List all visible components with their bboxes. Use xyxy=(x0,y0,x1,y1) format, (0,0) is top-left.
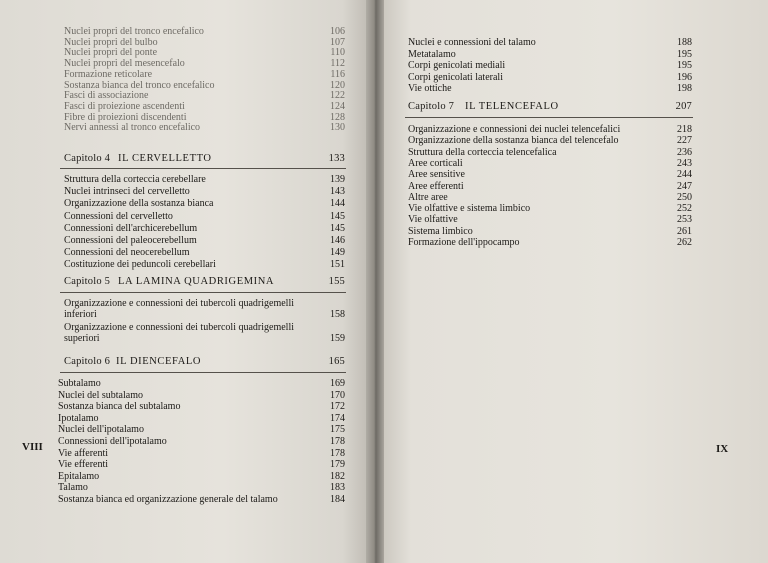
toc-page-number: 169 xyxy=(330,378,345,389)
toc-entry-title: Nervi annessi al tronco encefalico xyxy=(64,122,201,134)
toc-entry-title: Nuclei propri del ponte xyxy=(64,47,158,59)
toc-entry-title: Struttura della corteccia telencefalica xyxy=(408,146,557,158)
toc-entry-title: Sostanza bianca ed organizzazione generale del talamo xyxy=(58,494,278,505)
toc-page-number: 107 xyxy=(330,36,345,48)
chapter-title: IL CERVELLETTO xyxy=(118,153,212,164)
toc-entry-title: Connessioni dell'ipotalamo xyxy=(58,436,167,447)
toc-page-number: 182 xyxy=(330,470,345,482)
toc-page-number: 143 xyxy=(330,186,345,198)
toc-entry-title: Nuclei del subtalamo xyxy=(58,389,143,401)
toc-entry-title: Struttura della corteccia cerebellare xyxy=(64,174,206,185)
toc-page-number: 227 xyxy=(677,135,692,147)
toc-page-number: 198 xyxy=(677,83,692,95)
divider-rule xyxy=(60,372,346,373)
toc-page-number: 146 xyxy=(330,235,345,246)
toc-page-number: 236 xyxy=(677,146,692,158)
toc-page-number: 261 xyxy=(677,225,692,237)
toc-entry-title: Formazione reticolare xyxy=(64,68,153,80)
page-number-left: VIII xyxy=(22,441,43,453)
toc-entry-title: Costituzione dei peduncoli cerebellari xyxy=(64,259,216,271)
chapter-label: Capitolo 6 xyxy=(64,356,111,367)
toc-entry-title: Sostanza bianca del subtalamo xyxy=(58,401,181,413)
toc-page-number: 262 xyxy=(677,237,692,248)
chapter-title: LA LAMINA QUADRIGEMINA xyxy=(118,276,275,287)
chapter-title: IL DIENCEFALO xyxy=(116,356,202,367)
toc-entry-title: Corpi genicolati laterali xyxy=(408,71,503,83)
toc-page-number: 188 xyxy=(677,37,692,48)
toc-entry-title: Organizzazione e connessioni dei tubercoli quadrigemelli xyxy=(64,298,295,309)
toc-page-number: 139 xyxy=(330,174,345,185)
toc-entry-title: Corpi genicolati mediali xyxy=(408,60,506,72)
toc-page-number: 207 xyxy=(675,101,692,112)
toc-entry-title: Organizzazione e connessioni dei nuclei telencefalici xyxy=(408,124,621,135)
divider-rule xyxy=(405,117,693,118)
toc-page-number: 112 xyxy=(330,58,345,70)
toc-entry-title: Vie olfattive e sistema limbico xyxy=(408,203,531,215)
toc-entry-title: Fibre di proiezioni discendenti xyxy=(64,111,187,123)
toc-page-number: 179 xyxy=(330,459,345,471)
book-gutter xyxy=(366,0,384,563)
toc-page-number: 196 xyxy=(677,71,692,83)
toc-entry-title: Talamo xyxy=(58,482,88,494)
chapter-label: Capitolo 4 xyxy=(64,153,111,164)
toc-page-number: 128 xyxy=(330,111,345,123)
chapter-label: Capitolo 7 xyxy=(408,101,455,112)
toc-entry-title: Subtalamo xyxy=(58,378,101,389)
toc-page-number: 145 xyxy=(330,210,345,222)
toc-entry-title: Vie afferenti xyxy=(58,447,109,459)
toc-entry-title: Aree corticali xyxy=(408,157,463,169)
toc-page-number: 159 xyxy=(330,333,345,344)
toc-page-number: 106 xyxy=(330,26,345,37)
toc-page-number: 195 xyxy=(677,48,692,60)
toc-entry-title: Sostanza bianca del tronco encefalico xyxy=(64,79,215,91)
toc-page-number: 244 xyxy=(677,169,692,181)
toc-entry-title: Nuclei dell'ipotalamo xyxy=(58,424,144,436)
toc-entry-title: Aree sensitive xyxy=(408,169,465,181)
toc-page-number: 144 xyxy=(330,198,345,210)
toc-page-number: 184 xyxy=(330,494,345,505)
toc-entry-title: Connessioni del neocerebellum xyxy=(64,247,190,259)
toc-page-number: 170 xyxy=(330,389,345,401)
toc-entry-title: Nuclei intrinseci del cervelletto xyxy=(64,186,190,198)
toc-page-number: 172 xyxy=(330,401,345,413)
toc-page-number: 218 xyxy=(677,124,692,135)
toc-page-number: 174 xyxy=(330,412,345,424)
toc-entry-title: Vie ottiche xyxy=(408,83,452,95)
divider-rule xyxy=(60,168,346,169)
toc-entry-title: Vie efferenti xyxy=(58,459,109,471)
toc-page-number: 183 xyxy=(330,482,345,494)
toc-page-number: 158 xyxy=(330,309,345,320)
toc-entry-title: Organizzazione della sostanza bianca xyxy=(64,198,214,210)
toc-page-number: 250 xyxy=(677,191,692,203)
toc-page-number: 124 xyxy=(330,100,345,112)
toc-page-number: 178 xyxy=(330,436,345,447)
toc-page-number: 247 xyxy=(677,180,692,192)
toc-entry-title: Altre aree xyxy=(408,191,448,203)
toc-entry-title: Fasci di associazione xyxy=(64,90,149,102)
toc-entry-title: Organizzazione della sostanza bianca del telencefalo xyxy=(408,135,619,147)
chapter-label: Capitolo 5 xyxy=(64,276,111,287)
toc-page-number: 155 xyxy=(328,276,345,287)
toc-entry-title: Epitalamo xyxy=(58,470,100,482)
toc-entry-title: Ipotalamo xyxy=(58,412,99,424)
toc-entry-title: Nuclei propri del tronco encefalico xyxy=(64,26,204,37)
toc-entry-title: Aree efferenti xyxy=(408,180,464,192)
toc-entry-title: Connessioni del cervelletto xyxy=(64,210,173,222)
toc-page-number: 149 xyxy=(330,247,345,259)
chapter-title: IL TELENCEFALO xyxy=(465,101,559,112)
toc-entry-title: Connessioni dell'archicerebellum xyxy=(64,222,198,234)
toc-page-number: 133 xyxy=(328,153,345,164)
toc-page-number: 145 xyxy=(330,222,345,234)
toc-page-number: 178 xyxy=(330,447,345,459)
toc-entry-title: Sistema limbico xyxy=(408,225,473,237)
toc-entry-title: Nuclei propri del mesencefalo xyxy=(64,58,185,70)
toc-page-number: 110 xyxy=(330,47,345,59)
toc-entry-title: superiori xyxy=(64,333,100,344)
toc-page-number: 195 xyxy=(677,60,692,72)
toc-entry-title: Nuclei propri del bulbo xyxy=(64,36,158,48)
toc-entry-title: Organizzazione e connessioni dei tubercoli quadrigemelli xyxy=(64,322,295,333)
toc-page-number: 130 xyxy=(330,122,345,134)
toc-entry-title: Metatalamo xyxy=(408,48,456,60)
toc-page-number: 253 xyxy=(677,214,692,226)
toc-entry-title: Formazione dell'ippocampo xyxy=(408,237,520,248)
toc-page-number: 116 xyxy=(330,68,345,80)
toc-page-number: 120 xyxy=(330,79,345,91)
toc-entry-title: Connessioni del paleocerebellum xyxy=(64,235,197,246)
toc-page-number: 165 xyxy=(328,356,345,367)
toc-entry-title: Nuclei e connessioni del talamo xyxy=(408,37,536,48)
toc-page-number: 252 xyxy=(677,203,692,215)
toc-page-number: 151 xyxy=(330,259,345,271)
divider-rule xyxy=(60,292,346,293)
toc-page-number: 243 xyxy=(677,157,692,169)
toc-entry-title: Fasci di proiezione ascendenti xyxy=(64,100,185,112)
toc-page-number: 175 xyxy=(330,424,345,436)
toc-entry-title: inferiori xyxy=(64,309,97,320)
page-number-right: IX xyxy=(716,443,729,455)
toc-entry-title: Vie olfattive xyxy=(408,214,458,226)
toc-page-number: 122 xyxy=(330,90,345,102)
